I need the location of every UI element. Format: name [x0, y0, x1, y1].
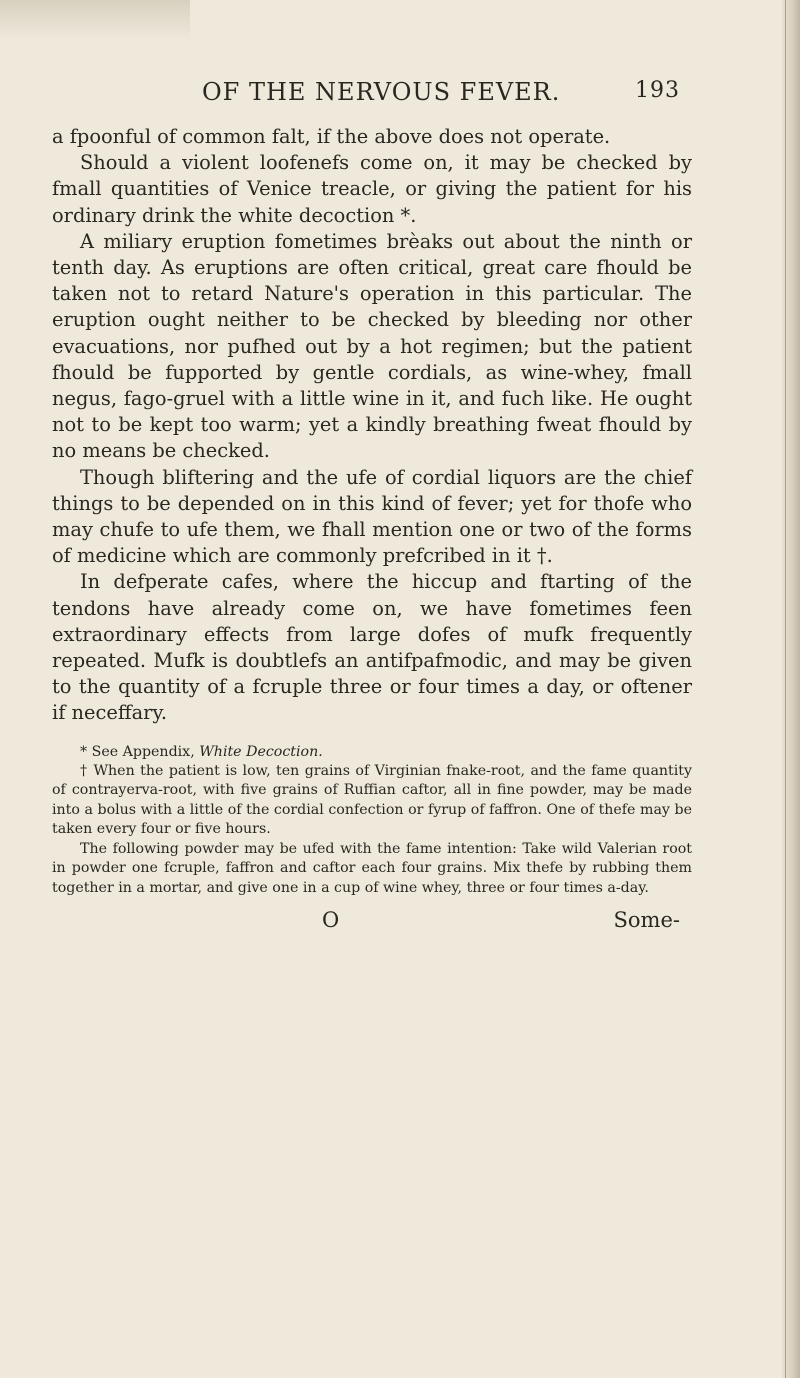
paragraph-miliary-eruption: A miliary eruption fometimes brèaks out about the ninth or tenth day. As eruptions are often critical, great care fhould be taken not to retard Nature's operation in this particular. The eruption ought neither to be checked by bleeding nor other evacuations, nor pufhed out by a hot regimen; but the patient fhould be fupported by gentle cordials, as wine-whey, fmall negus, fago-gruel with a little wine in it, and fuch like. He ought not to be kept too warm; yet a kindly breathing fweat fhould by no means be checked.: [52, 229, 692, 463]
signature-mark: O: [322, 907, 340, 932]
book-page: [52, 78, 692, 938]
paragraph-looseness: Should a violent loofenefs come on, it may be checked by fmall quantities of Venice treacle, or giving the patient for his ordinary drink the white decoction *.: [52, 151, 692, 227]
running-head: [52, 78, 692, 114]
catchline: [52, 908, 692, 938]
body-text: [52, 124, 692, 727]
paragraph-blistering: Though bliftering and the ufe of cordial liquors are the chief things to be depended on in this kind of fever; yet for thofe who may chufe to ufe them, we fhall mention one or two of the forms of medicine which are commonly prefcribed in it †.: [52, 465, 692, 568]
running-head-title: OF THE NERVOUS FEVER.: [202, 78, 561, 106]
paragraph-continuation: a fpoonful of common falt, if the above does not operate.: [52, 125, 611, 148]
footnote-appendix-italic: White Decoction.: [199, 743, 323, 760]
catchword: Some-: [613, 907, 680, 932]
footnote-appendix: [52, 743, 692, 762]
footnote-snake-root: † When the patient is low, ten grains of Virginian fnake-root, and the fame quantity of contrayerva-root, with five grains of Ruffian caftor, all in fine powder, may be made into a bolus with a little of the cordial confection or fyrup of faffron. One of thefe may be taken every four or five hours.: [52, 763, 692, 838]
footnotes: [52, 743, 692, 898]
page-corner-shadow: [0, 0, 190, 40]
paragraph-musk: In defperate cafes, where the hiccup and ftarting of the tendons have already come on, we have fometimes feen extraordinary effects from large dofes of mufk frequently repeated. Mufk is doubtlefs an antifpafmodic, and may be given to the quantity of a fcruple three or four times a day, or oftener if neceffary.: [52, 570, 692, 725]
footnote-valerian: The following powder may be ufed with the fame intention: Take wild Valerian root in powder one fcruple, faffron and caftor each four grains. Mix thefe by rubbing them together in a mortar, and give one in a cup of wine whey, three or four times a-day.: [52, 840, 692, 896]
page-spine-line: [785, 0, 786, 1378]
page-number: 193: [635, 78, 680, 103]
footnote-appendix-text: * See Appendix,: [80, 743, 195, 760]
